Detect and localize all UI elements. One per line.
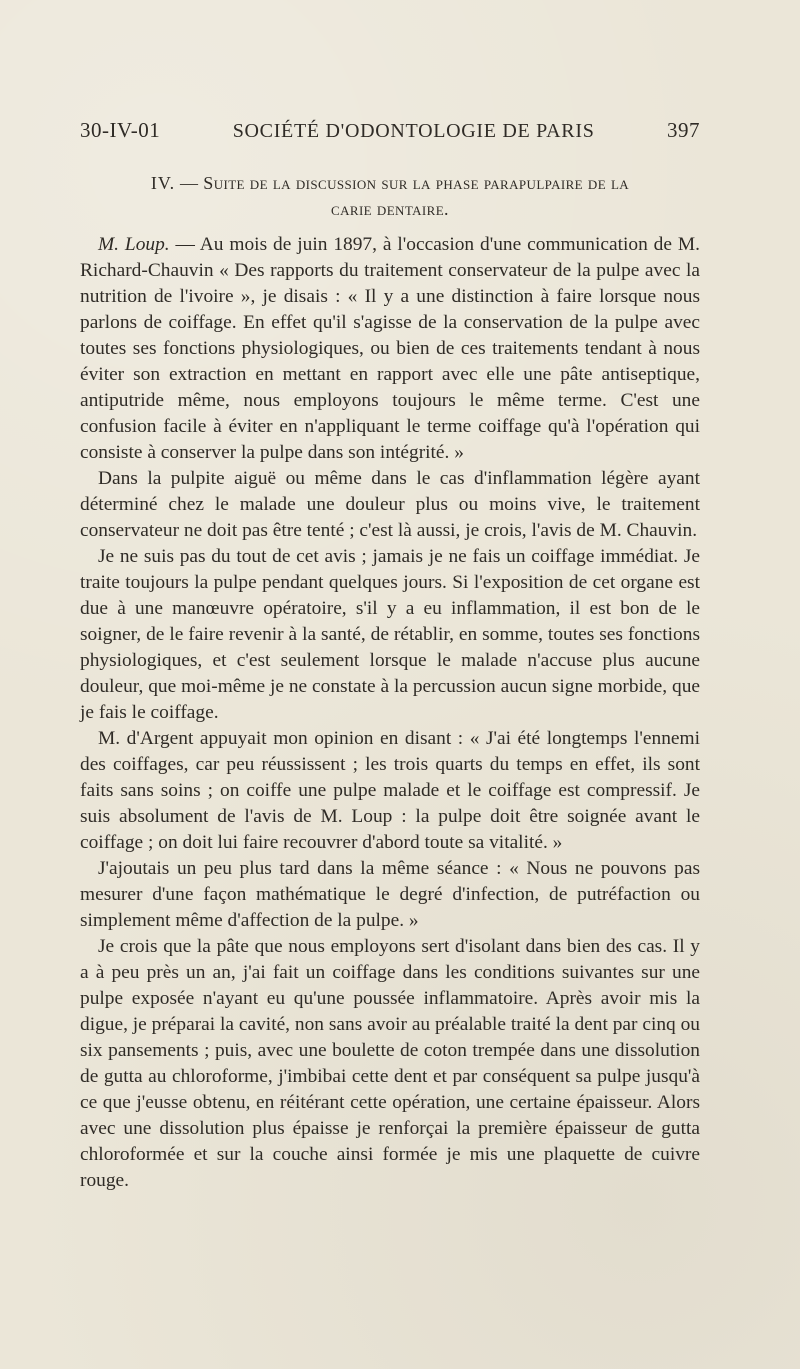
paragraph-3: Je ne suis pas du tout de cet avis ; jamais je ne fais un coiffage immédiat. Je traite toujours la pulpe pendant quelques jours. Si l'exposition de cet organe est due à une manœuvre opératoire, s'il y a eu inflammation, il est bon de le soigner, de le faire revenir à la santé, de rétablir, en somme, toutes ses fonctions physiologiques, et c'est seulement lorsque le malade n'accuse plus aucune douleur, que moi-même je ne constate à la percussion aucun signe morbide, que je fais le coiffage.	[80, 546, 700, 723]
section-heading-line-1	[80, 170, 700, 196]
header-date: 30-IV-01	[80, 118, 161, 142]
paragraph-1-text: — Au mois de juin 1897, à l'occasion d'une communication de M. Richard-Chauvin « Des rapports du traitement conservateur de la pulpe avec la nutrition de l'ivoire », je disais : « Il y a une distinction à faire lorsque nous parlons de coiffage. En effet qu'il s'agisse de la conservation de la pulpe avec toutes ses fonctions physiologiques, ou bien de ces traitements tendant à nous éviter son extraction en mettant en rapport avec elle une pâte antiseptique, antiputride même, nous employons toujours le même terme. C'est une confusion facile à éviter en n'appliquant le terme coiffage qu'à l'opération qui consiste à conserver la pulpe dans son intégrité. »	[80, 234, 700, 463]
speaker-name: M. Loup.	[98, 234, 170, 255]
header-title: SOCIÉTÉ D'ODONTOLOGIE DE PARIS	[232, 120, 595, 142]
paragraph-6: Je crois que la pâte que nous employons sert d'isolant dans bien des cas. Il y a à peu près un an, j'ai fait un coiffage dans les conditions suivantes sur une pulpe exposée n'ayant eu qu'une poussée inflammatoire. Après avoir mis la digue, je préparai la cavité, non sans avoir au préalable traité la dent par cinq ou six pansements ; puis, avec une boulette de coton trempée dans une dissolution de gutta au chloroforme, j'imbibai cette dent et par conséquent sa pulpe jusqu'à ce que j'eusse obtenu, en réitérant cette opération, une certaine épaisseur. Alors avec une dissolution plus épaisse je renforçai la première épaisseur de gutta chloroformée et sur la couche ainsi formée je mis une plaquette de cuivre rouge.	[80, 936, 700, 1191]
paragraph-5: J'ajoutais un peu plus tard dans la même séance : « Nous ne pouvons pas mesurer d'une façon mathématique le degré d'infection, de putréfaction ou simplement même d'affection de la pulpe. »	[80, 858, 700, 931]
section-title-line-2: carie dentaire.	[331, 199, 449, 219]
page-body	[80, 170, 700, 1194]
section-dash: —	[175, 173, 204, 193]
paragraph-4: M. d'Argent appuyait mon opinion en disant : « J'ai été longtemps l'ennemi des coiffages, car peu réussissent ; les trois quarts du temps en effet, ils sont faits sans soins ; on coiffe une pulpe malade et le coiffage est compressif. Je suis absolument de l'avis de M. Loup : la pulpe doit être soignée avant le coiffage ; on doit lui faire recouvrer d'abord toute sa vitalité. »	[80, 728, 700, 853]
paragraph-1	[80, 232, 700, 466]
section-heading	[80, 170, 700, 222]
running-header	[80, 118, 700, 143]
page-number: 397	[667, 118, 700, 142]
section-numeral: IV.	[150, 173, 176, 193]
paragraph-2: Dans la pulpite aiguë ou même dans le cas d'inflammation légère ayant déterminé chez le malade une douleur plus ou moins vive, le traitement conservateur ne doit pas être tenté ; c'est là aussi, je crois, l'avis de M. Chauvin.	[80, 468, 700, 541]
section-title-line-1: Suite de la discussion sur la phase parapulpaire de la	[203, 173, 630, 193]
